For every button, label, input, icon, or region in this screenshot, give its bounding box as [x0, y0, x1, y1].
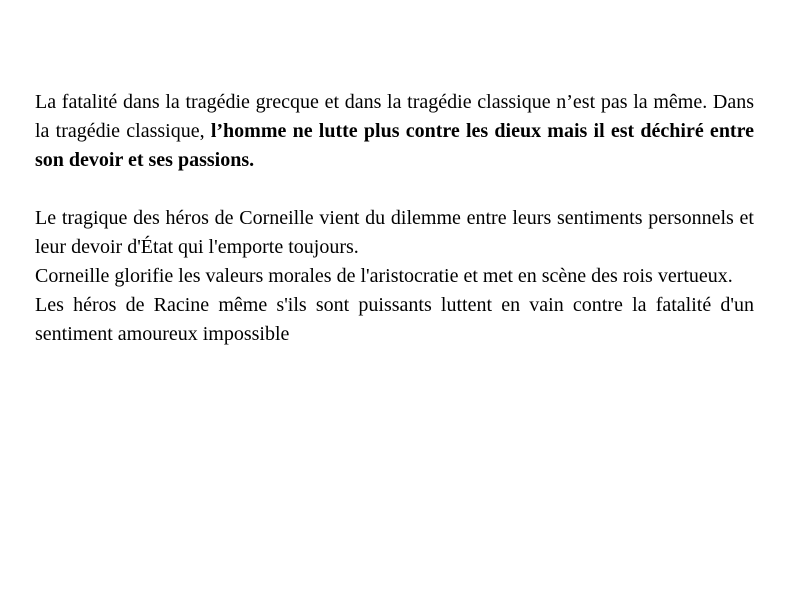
corneille-tragic-paragraph: Le tragique des héros de Corneille vient du dilemme entre leurs sentiments personnels et leur devoir d'État qui l'emporte toujours. — [35, 207, 754, 258]
text-body — [35, 88, 754, 349]
intro-bold-text: l’homme ne lutte plus contre les dieux mais il est déchiré entre son devoir et ses passions. — [35, 120, 754, 171]
paragraph-spacer — [35, 175, 754, 204]
racine-paragraph: Les héros de Racine même s'ils sont puissants luttent en vain contre la fatalité d'un sentiment amoureux impossible — [35, 294, 754, 345]
corneille-glorify-paragraph: Corneille glorifie les valeurs morales de l'aristocratie et met en scène des rois vertueux. — [35, 265, 733, 287]
intro-paragraph — [35, 88, 754, 175]
intro-regular-text: La fatalité dans la tragédie grecque et dans la tragédie classique n’est pas la même. Dans la tragédie classique, — [35, 91, 754, 142]
